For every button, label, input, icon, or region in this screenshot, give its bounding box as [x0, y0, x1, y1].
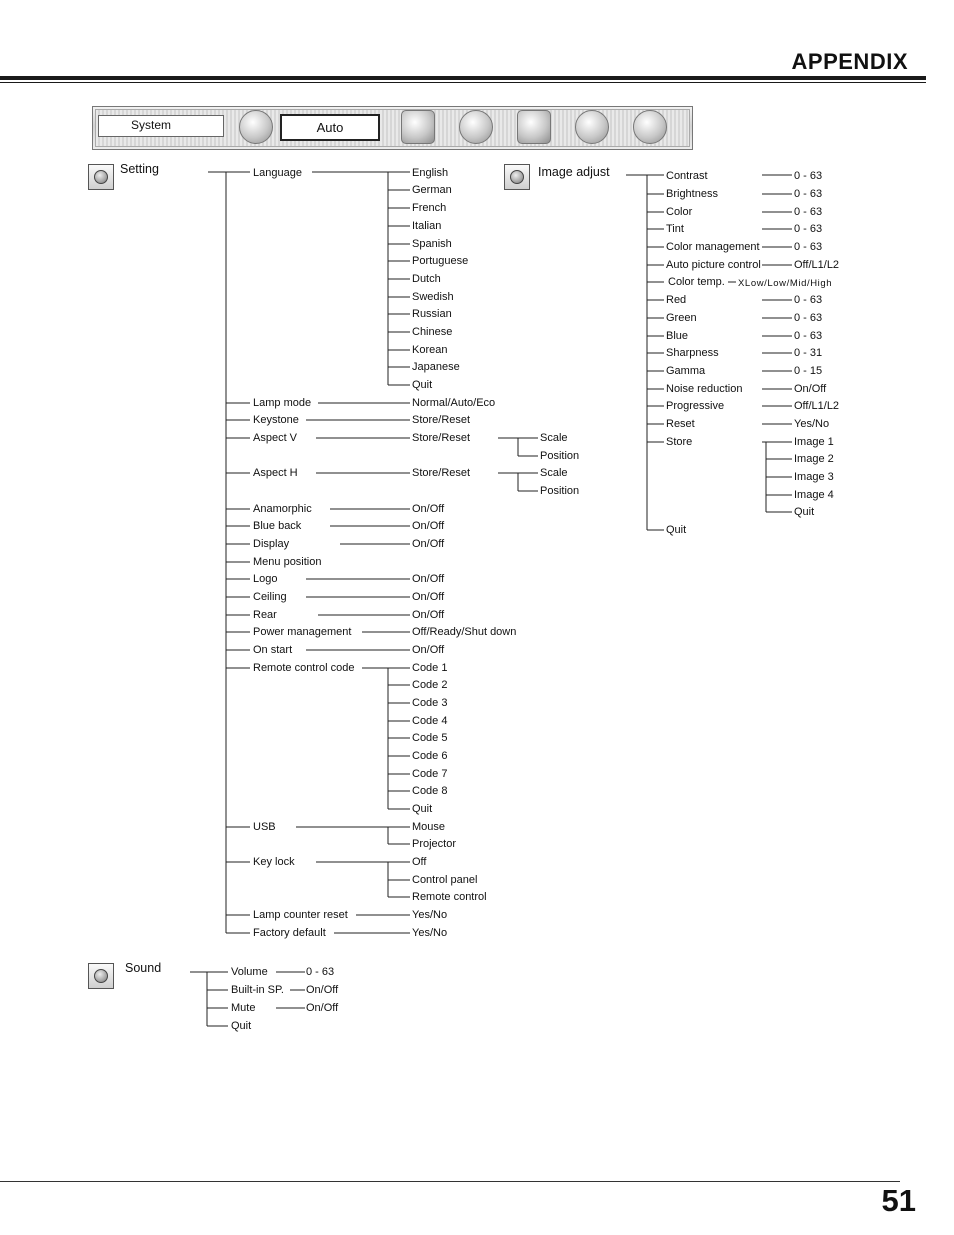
- menu-position-label: Menu position: [253, 556, 322, 568]
- blue-back-value: On/Off: [412, 520, 445, 532]
- image-adjust-item-label: Reset: [666, 418, 695, 430]
- sound-item-value: On/Off: [306, 984, 339, 996]
- usb-option: Projector: [412, 838, 457, 850]
- footer-rule: [0, 1181, 900, 1182]
- aspect-h-label: Aspect H: [253, 467, 298, 479]
- image-adjust-item-value: Off/L1/L2: [794, 400, 840, 412]
- sound-item-value: On/Off: [306, 1002, 339, 1014]
- lamp-counter-reset-label: Lamp counter reset: [253, 909, 348, 921]
- sound-item-label: Built-in SP.: [231, 984, 284, 996]
- store-option: Image 1: [794, 436, 834, 448]
- page-number: 51: [881, 1183, 916, 1218]
- keystone-label: Keystone: [253, 414, 299, 426]
- ceiling-label: Ceiling: [253, 591, 287, 603]
- setting-title: Setting: [120, 162, 159, 176]
- image-adjust-item-label: Gamma: [666, 365, 706, 377]
- key-lock-option: Remote control: [412, 891, 487, 903]
- image-adjust-item-value: 0 - 63: [794, 223, 823, 235]
- aspect-h-scale: Scale: [540, 467, 568, 479]
- anamorphic-value: On/Off: [412, 503, 445, 515]
- language-option: Russian: [412, 308, 452, 320]
- aspect-v-position: Position: [540, 450, 580, 462]
- remote-code-option: Code 2: [412, 679, 448, 691]
- source-display[interactable]: Auto: [280, 114, 380, 141]
- language-option: English: [412, 167, 449, 179]
- display-value: On/Off: [412, 538, 445, 550]
- image-adjust-item-label: Store: [666, 436, 693, 448]
- key-lock-option: Off: [412, 856, 427, 868]
- on-start-label: On start: [253, 644, 293, 656]
- rear-label: Rear: [253, 609, 277, 621]
- image-adjust-item-label: Auto picture control: [666, 259, 761, 271]
- image-adjust-item-value: XLow/Low/Mid/High: [738, 278, 833, 289]
- anamorphic-label: Anamorphic: [253, 503, 312, 515]
- language-option: Korean: [412, 344, 448, 356]
- sound-item-value: 0 - 63: [306, 966, 335, 978]
- image-adjust-item-value: 0 - 63: [794, 241, 823, 253]
- language-option: German: [412, 184, 452, 196]
- image-adjust-item-value: Off/L1/L2: [794, 259, 840, 271]
- image-adjust-item-label: Sharpness: [666, 347, 719, 359]
- remote-code-option: Code 6: [412, 750, 448, 762]
- language-option: Portuguese: [412, 255, 469, 267]
- image-adjust-item-label: Progressive: [666, 400, 725, 412]
- language-option: French: [412, 202, 447, 214]
- usb-label: USB: [253, 821, 276, 833]
- language-option: Dutch: [412, 273, 441, 285]
- key-lock-label: Key lock: [253, 856, 295, 868]
- image-adjust-item-label: Brightness: [666, 188, 718, 200]
- rear-value: On/Off: [412, 609, 445, 621]
- image-adjust-item-label: Color temp.: [668, 276, 725, 288]
- logo-value: On/Off: [412, 573, 445, 585]
- remote-code-option: Code 7: [412, 768, 448, 780]
- image-adjust-item-label: Red: [666, 294, 687, 306]
- logo-label: Logo: [253, 573, 278, 585]
- store-option: Image 3: [794, 471, 834, 483]
- image-adjust-item-label: Green: [666, 312, 697, 324]
- aspect-h-position: Position: [540, 485, 580, 497]
- image-adjust-item-value: 0 - 63: [794, 312, 823, 324]
- image-adjust-item-value: Yes/No: [794, 418, 830, 430]
- image-adjust-item-value: 0 - 31: [794, 347, 823, 359]
- page-title: APPENDIX: [791, 49, 908, 74]
- remote-code-option: Code 3: [412, 697, 448, 709]
- aspect-v-label: Aspect V: [253, 432, 298, 444]
- image-adjust-item-label: Quit: [666, 524, 687, 536]
- remote-control-code-label: Remote control code: [253, 662, 355, 674]
- language-option: Quit: [412, 379, 433, 391]
- blue-back-label: Blue back: [253, 520, 302, 532]
- language-option: Spanish: [412, 238, 452, 250]
- aspect-v-scale: Scale: [540, 432, 568, 444]
- remote-code-option: Code 8: [412, 785, 448, 797]
- language-option: Chinese: [412, 326, 453, 338]
- image-adjust-item-value: 0 - 63: [794, 188, 823, 200]
- image-adjust-item-value: 0 - 15: [794, 365, 823, 377]
- power-management-label: Power management: [253, 626, 352, 638]
- aspect-h-value: Store/Reset: [412, 467, 471, 479]
- image-adjust-item-label: Color: [666, 206, 693, 218]
- image-adjust-title: Image adjust: [538, 165, 610, 179]
- display-label: Display: [253, 538, 290, 550]
- lamp-counter-reset-value: Yes/No: [412, 909, 448, 921]
- sound-item-label: Quit: [231, 1020, 252, 1032]
- key-lock-option: Control panel: [412, 874, 478, 886]
- keystone-value: Store/Reset: [412, 414, 471, 426]
- sound-title: Sound: [125, 961, 162, 975]
- remote-code-option: Quit: [412, 803, 433, 815]
- aspect-v-value: Store/Reset: [412, 432, 471, 444]
- language-option: Japanese: [412, 361, 460, 373]
- image-adjust-item-label: Color management: [666, 241, 760, 253]
- store-option: Quit: [794, 506, 815, 518]
- image-adjust-item-value: On/Off: [794, 383, 827, 395]
- image-adjust-item-label: Contrast: [666, 170, 708, 182]
- factory-default-value: Yes/No: [412, 927, 448, 939]
- usb-option: Mouse: [412, 821, 446, 833]
- image-adjust-item-value: 0 - 63: [794, 330, 823, 342]
- remote-code-option: Code 5: [412, 732, 448, 744]
- language-option: Italian: [412, 220, 442, 232]
- lamp-mode-label: Lamp mode: [253, 397, 312, 409]
- remote-code-option: Code 4: [412, 715, 448, 727]
- image-adjust-item-value: 0 - 63: [794, 170, 823, 182]
- image-adjust-item-value: 0 - 63: [794, 294, 823, 306]
- store-option: Image 2: [794, 453, 834, 465]
- image-adjust-item-value: 0 - 63: [794, 206, 823, 218]
- ceiling-value: On/Off: [412, 591, 445, 603]
- lamp-mode-value: Normal/Auto/Eco: [412, 397, 496, 409]
- on-start-value: On/Off: [412, 644, 445, 656]
- factory-default-label: Factory default: [253, 927, 326, 939]
- sound-item-label: Volume: [231, 966, 268, 978]
- store-option: Image 4: [794, 489, 834, 501]
- sound-item-label: Mute: [231, 1002, 256, 1014]
- image-adjust-item-label: Blue: [666, 330, 689, 342]
- image-adjust-item-label: Noise reduction: [666, 383, 743, 395]
- language-label: Language: [253, 167, 302, 179]
- language-option: Swedish: [412, 291, 454, 303]
- image-adjust-item-label: Tint: [666, 223, 684, 235]
- system-display[interactable]: System: [98, 115, 224, 137]
- remote-code-option: Code 1: [412, 662, 448, 674]
- power-management-value: Off/Ready/Shut down: [412, 626, 517, 638]
